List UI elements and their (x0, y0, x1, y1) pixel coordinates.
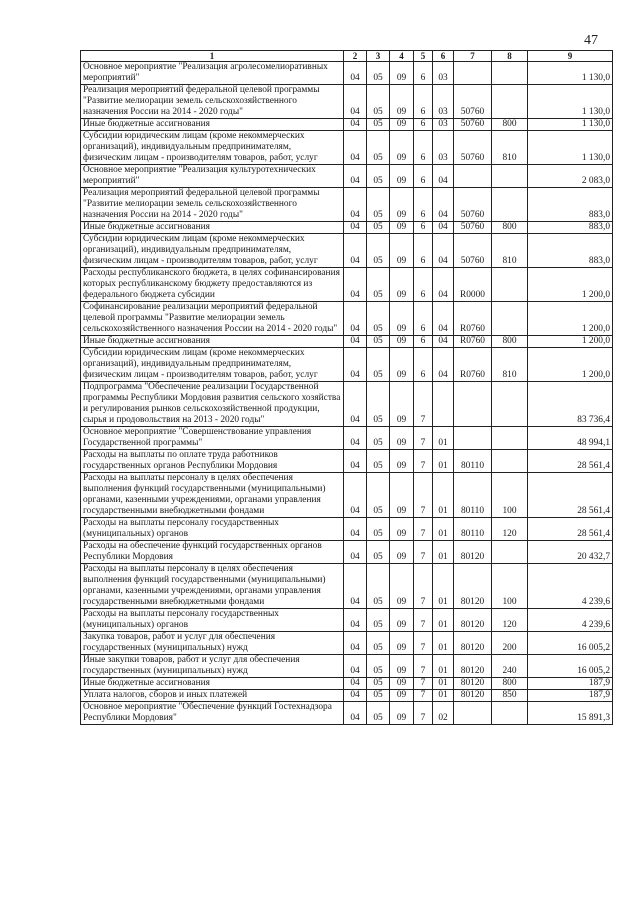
row-description: Уплата налогов, сборов и иных платежей (81, 690, 344, 702)
code-cell: 80110 (454, 450, 492, 473)
code-cell: 6 (414, 268, 433, 302)
code-cell: 7 (414, 518, 433, 541)
amount-cell: 16 005,2 (528, 655, 613, 678)
code-cell: 50760 (454, 85, 492, 119)
code-cell: 01 (433, 427, 454, 450)
code-cell: 04 (433, 336, 454, 348)
code-cell: 09 (390, 222, 414, 234)
code-cell: 80110 (454, 473, 492, 518)
code-cell: 05 (367, 382, 390, 427)
code-cell: 01 (433, 690, 454, 702)
table-row (81, 678, 613, 690)
code-cell: 09 (390, 427, 414, 450)
code-cell: 04 (433, 165, 454, 188)
code-cell: 05 (367, 678, 390, 690)
code-cell: 05 (367, 541, 390, 564)
code-cell: 05 (367, 427, 390, 450)
code-cell: 04 (433, 222, 454, 234)
code-cell (433, 382, 454, 427)
table-row (81, 609, 613, 632)
header-cell: 6 (433, 51, 454, 62)
code-cell: 850 (492, 690, 528, 702)
code-cell: 04 (344, 188, 367, 222)
table-row (81, 234, 613, 268)
header-cell: 4 (390, 51, 414, 62)
code-cell: 800 (492, 222, 528, 234)
code-cell: 200 (492, 632, 528, 655)
code-cell: 09 (390, 62, 414, 85)
code-cell: 04 (344, 165, 367, 188)
code-cell: 09 (390, 85, 414, 119)
code-cell: 01 (433, 632, 454, 655)
code-cell (492, 302, 528, 336)
code-cell: 09 (390, 119, 414, 131)
code-cell: 04 (433, 268, 454, 302)
code-cell: 05 (367, 131, 390, 165)
table-row (81, 119, 613, 131)
code-cell: 01 (433, 450, 454, 473)
code-cell: 04 (344, 427, 367, 450)
code-cell: 04 (344, 518, 367, 541)
code-cell: 09 (390, 678, 414, 690)
code-cell: 09 (390, 302, 414, 336)
table-row (81, 541, 613, 564)
code-cell: 7 (414, 655, 433, 678)
table-row (81, 62, 613, 85)
code-cell: 05 (367, 302, 390, 336)
code-cell: 80120 (454, 690, 492, 702)
code-cell: 7 (414, 382, 433, 427)
code-cell: 04 (344, 336, 367, 348)
table-row (81, 165, 613, 188)
code-cell: 04 (433, 234, 454, 268)
code-cell: 03 (433, 119, 454, 131)
code-cell: 04 (344, 473, 367, 518)
table-row (81, 564, 613, 609)
code-cell: 02 (433, 702, 454, 725)
code-cell (492, 62, 528, 85)
code-cell: 6 (414, 165, 433, 188)
code-cell: 800 (492, 119, 528, 131)
code-cell: 04 (344, 690, 367, 702)
header-cell: 1 (81, 51, 344, 62)
table-row (81, 632, 613, 655)
table-row (81, 518, 613, 541)
row-description: Основное мероприятие "Реализация агролесомелиоративных мероприятий" (81, 62, 344, 85)
code-cell: 04 (344, 655, 367, 678)
amount-cell: 1 130,0 (528, 62, 613, 85)
code-cell: 04 (344, 85, 367, 119)
code-cell: 04 (344, 382, 367, 427)
code-cell (492, 165, 528, 188)
row-description: Расходы на выплаты по оплате труда работников государственных органов Республики Мордовия (81, 450, 344, 473)
code-cell: 05 (367, 348, 390, 382)
row-description: Расходы на выплаты персоналу государственных (муниципальных) органов (81, 609, 344, 632)
code-cell: 100 (492, 473, 528, 518)
code-cell (492, 85, 528, 119)
code-cell: 04 (433, 302, 454, 336)
code-cell: 04 (344, 302, 367, 336)
code-cell: 7 (414, 690, 433, 702)
code-cell: 09 (390, 632, 414, 655)
code-cell: 09 (390, 131, 414, 165)
amount-cell: 83 736,4 (528, 382, 613, 427)
code-cell (492, 188, 528, 222)
code-cell: 09 (390, 336, 414, 348)
table-row (81, 450, 613, 473)
code-cell: 01 (433, 473, 454, 518)
table-row (81, 131, 613, 165)
code-cell (492, 268, 528, 302)
code-cell: 7 (414, 702, 433, 725)
code-cell (492, 450, 528, 473)
code-cell: 09 (390, 348, 414, 382)
amount-cell: 1 200,0 (528, 336, 613, 348)
code-cell: 05 (367, 188, 390, 222)
code-cell: 05 (367, 234, 390, 268)
code-cell: 800 (492, 678, 528, 690)
table-row (81, 690, 613, 702)
code-cell: 04 (344, 450, 367, 473)
table-row (81, 655, 613, 678)
code-cell: 04 (344, 222, 367, 234)
amount-cell: 16 005,2 (528, 632, 613, 655)
amount-cell: 4 239,6 (528, 609, 613, 632)
code-cell: 80120 (454, 564, 492, 609)
amount-cell: 1 200,0 (528, 302, 613, 336)
code-cell: 04 (433, 188, 454, 222)
table-header-row (81, 51, 613, 62)
code-cell: 80120 (454, 655, 492, 678)
code-cell: 810 (492, 131, 528, 165)
code-cell: R0760 (454, 336, 492, 348)
code-cell: 03 (433, 62, 454, 85)
code-cell: 04 (344, 632, 367, 655)
table-body (81, 62, 613, 725)
code-cell: 09 (390, 473, 414, 518)
code-cell: 09 (390, 564, 414, 609)
amount-cell: 28 561,4 (528, 473, 613, 518)
code-cell: 09 (390, 382, 414, 427)
row-description: Софинансирование реализации мероприятий федеральной целевой программы "Развитие мелиорации земель сельскохозяйственного назначения России на 2014 - 2020 годы" (81, 302, 344, 336)
amount-cell: 883,0 (528, 234, 613, 268)
code-cell: 04 (344, 62, 367, 85)
code-cell: 09 (390, 450, 414, 473)
code-cell: 7 (414, 473, 433, 518)
row-description: Субсидии юридическим лицам (кроме некоммерческих организаций), индивидуальным предпринимателям, физическим лицам - производителям товаров, работ, услуг (81, 131, 344, 165)
row-description: Расходы на обеспечение функций государственных органов Республики Мордовия (81, 541, 344, 564)
amount-cell: 1 130,0 (528, 131, 613, 165)
code-cell: 04 (344, 678, 367, 690)
table-row (81, 222, 613, 234)
row-description: Реализация мероприятий федеральной целевой программы "Развитие мелиорации земель сельскохозяйственного назначения России на 2014 - 2020 годы" (81, 85, 344, 119)
code-cell: 80120 (454, 541, 492, 564)
code-cell: 7 (414, 564, 433, 609)
header-cell: 7 (454, 51, 492, 62)
code-cell: 6 (414, 62, 433, 85)
code-cell: 6 (414, 302, 433, 336)
table-row (81, 85, 613, 119)
code-cell: 01 (433, 541, 454, 564)
row-description: Иные бюджетные ассигнования (81, 222, 344, 234)
code-cell: 6 (414, 131, 433, 165)
amount-cell: 28 561,4 (528, 518, 613, 541)
code-cell (492, 702, 528, 725)
code-cell: 80110 (454, 518, 492, 541)
code-cell: 05 (367, 518, 390, 541)
amount-cell: 1 130,0 (528, 119, 613, 131)
row-description: Основное мероприятие "Реализация культуротехнических мероприятий" (81, 165, 344, 188)
code-cell: 01 (433, 609, 454, 632)
table-row (81, 382, 613, 427)
code-cell: 04 (344, 234, 367, 268)
code-cell: 05 (367, 702, 390, 725)
code-cell: 01 (433, 518, 454, 541)
code-cell: R0760 (454, 302, 492, 336)
code-cell: 05 (367, 690, 390, 702)
amount-cell: 28 561,4 (528, 450, 613, 473)
code-cell: 09 (390, 541, 414, 564)
row-description: Иные бюджетные ассигнования (81, 678, 344, 690)
code-cell: 05 (367, 119, 390, 131)
code-cell: 7 (414, 609, 433, 632)
row-description: Иные бюджетные ассигнования (81, 119, 344, 131)
code-cell: 09 (390, 268, 414, 302)
code-cell: 09 (390, 609, 414, 632)
code-cell: 6 (414, 119, 433, 131)
code-cell: 810 (492, 348, 528, 382)
header-cell: 3 (367, 51, 390, 62)
row-description: Иные закупки товаров, работ и услуг для обеспечения государственных (муниципальных) нужд (81, 655, 344, 678)
code-cell: 04 (344, 541, 367, 564)
code-cell: 810 (492, 234, 528, 268)
code-cell (454, 702, 492, 725)
code-cell: 50760 (454, 222, 492, 234)
budget-table (80, 50, 613, 725)
code-cell: 7 (414, 678, 433, 690)
code-cell: 6 (414, 336, 433, 348)
code-cell: 05 (367, 473, 390, 518)
code-cell: 04 (344, 609, 367, 632)
row-description: Основное мероприятие "Обеспечение функций Гостехнадзора Республики Мордовия" (81, 702, 344, 725)
amount-cell: 1 200,0 (528, 268, 613, 302)
header-cell: 2 (344, 51, 367, 62)
code-cell: 05 (367, 564, 390, 609)
amount-cell: 187,9 (528, 678, 613, 690)
code-cell (492, 541, 528, 564)
code-cell: 04 (344, 348, 367, 382)
code-cell: 05 (367, 268, 390, 302)
amount-cell: 4 239,6 (528, 564, 613, 609)
code-cell: 05 (367, 85, 390, 119)
table-row (81, 302, 613, 336)
code-cell: 50760 (454, 188, 492, 222)
code-cell: 6 (414, 234, 433, 268)
code-cell: 09 (390, 655, 414, 678)
row-description: Расходы республиканского бюджета, в целях софинансирования которых республиканскому бюджету предоставляются из федерального бюджета субсидии (81, 268, 344, 302)
table-row (81, 336, 613, 348)
code-cell: 120 (492, 518, 528, 541)
code-cell: 50760 (454, 119, 492, 131)
code-cell: 04 (344, 268, 367, 302)
row-description: Основное мероприятие "Совершенствование управления Государственной программы" (81, 427, 344, 450)
code-cell (454, 382, 492, 427)
table-row (81, 473, 613, 518)
table-row (81, 348, 613, 382)
code-cell (454, 427, 492, 450)
code-cell: 05 (367, 165, 390, 188)
amount-cell: 15 891,3 (528, 702, 613, 725)
code-cell (454, 62, 492, 85)
code-cell: 120 (492, 609, 528, 632)
code-cell: 04 (344, 702, 367, 725)
table-row (81, 268, 613, 302)
code-cell: 240 (492, 655, 528, 678)
row-description: Реализация мероприятий федеральной целевой программы "Развитие мелиорации земель сельскохозяйственного назначения России на 2014 - 2020 годы" (81, 188, 344, 222)
amount-cell: 1 130,0 (528, 85, 613, 119)
table-row (81, 188, 613, 222)
code-cell: 100 (492, 564, 528, 609)
code-cell: 80120 (454, 632, 492, 655)
code-cell: 01 (433, 678, 454, 690)
amount-cell: 883,0 (528, 222, 613, 234)
code-cell: 05 (367, 609, 390, 632)
code-cell: 04 (433, 348, 454, 382)
code-cell (492, 427, 528, 450)
row-description: Подпрограмма "Обеспечение реализации Государственной программы Республики Мордовия развития сельского хозяйства и регулирования рынков сельскохозяйственной продукции, сырья и продовольствия на 2013 - 2020 годы" (81, 382, 344, 427)
code-cell: 80120 (454, 678, 492, 690)
code-cell: 01 (433, 655, 454, 678)
amount-cell: 2 083,0 (528, 165, 613, 188)
code-cell: 09 (390, 234, 414, 268)
row-description: Закупка товаров, работ и услуг для обеспечения государственных (муниципальных) нужд (81, 632, 344, 655)
code-cell: 6 (414, 188, 433, 222)
code-cell: 05 (367, 336, 390, 348)
header-cell: 5 (414, 51, 433, 62)
code-cell: 09 (390, 165, 414, 188)
code-cell: 05 (367, 655, 390, 678)
code-cell: R0000 (454, 268, 492, 302)
code-cell: 04 (344, 131, 367, 165)
code-cell: 01 (433, 564, 454, 609)
code-cell (454, 165, 492, 188)
code-cell: 7 (414, 450, 433, 473)
code-cell: 6 (414, 85, 433, 119)
row-description: Субсидии юридическим лицам (кроме некоммерческих организаций), индивидуальным предпринимателям, физическим лицам - производителям товаров, работ, услуг (81, 348, 344, 382)
code-cell: 7 (414, 541, 433, 564)
code-cell (492, 382, 528, 427)
code-cell: 05 (367, 450, 390, 473)
code-cell: 03 (433, 131, 454, 165)
code-cell: 05 (367, 62, 390, 85)
code-cell: 05 (367, 222, 390, 234)
code-cell: 7 (414, 427, 433, 450)
code-cell: 800 (492, 336, 528, 348)
code-cell: 09 (390, 702, 414, 725)
row-description: Расходы на выплаты персоналу в целях обеспечения выполнения функций государственными (муниципальными) органами, казенными учреждениями, органами управления государственными внебюджетными фондами (81, 473, 344, 518)
code-cell: 50760 (454, 234, 492, 268)
code-cell: 05 (367, 632, 390, 655)
header-cell: 9 (528, 51, 613, 62)
page-number: 47 (584, 33, 598, 48)
code-cell: 04 (344, 564, 367, 609)
code-cell: 6 (414, 222, 433, 234)
code-cell: 7 (414, 632, 433, 655)
header-cell: 8 (492, 51, 528, 62)
row-description: Иные бюджетные ассигнования (81, 336, 344, 348)
row-description: Расходы на выплаты персоналу государственных (муниципальных) органов (81, 518, 344, 541)
row-description: Субсидии юридическим лицам (кроме некоммерческих организаций), индивидуальным предпринимателям, физическим лицам - производителям товаров, работ, услуг (81, 234, 344, 268)
code-cell: R0760 (454, 348, 492, 382)
code-cell: 09 (390, 518, 414, 541)
table-row (81, 427, 613, 450)
code-cell: 09 (390, 188, 414, 222)
code-cell: 6 (414, 348, 433, 382)
code-cell: 50760 (454, 131, 492, 165)
amount-cell: 20 432,7 (528, 541, 613, 564)
row-description: Расходы на выплаты персоналу в целях обеспечения выполнения функций государственными (муниципальными) органами, казенными учреждениями, органами управления государственными внебюджетными фондами (81, 564, 344, 609)
amount-cell: 48 994,1 (528, 427, 613, 450)
amount-cell: 187,9 (528, 690, 613, 702)
code-cell: 09 (390, 690, 414, 702)
table-row (81, 702, 613, 725)
code-cell: 04 (344, 119, 367, 131)
code-cell: 03 (433, 85, 454, 119)
amount-cell: 1 200,0 (528, 348, 613, 382)
amount-cell: 883,0 (528, 188, 613, 222)
code-cell: 80120 (454, 609, 492, 632)
